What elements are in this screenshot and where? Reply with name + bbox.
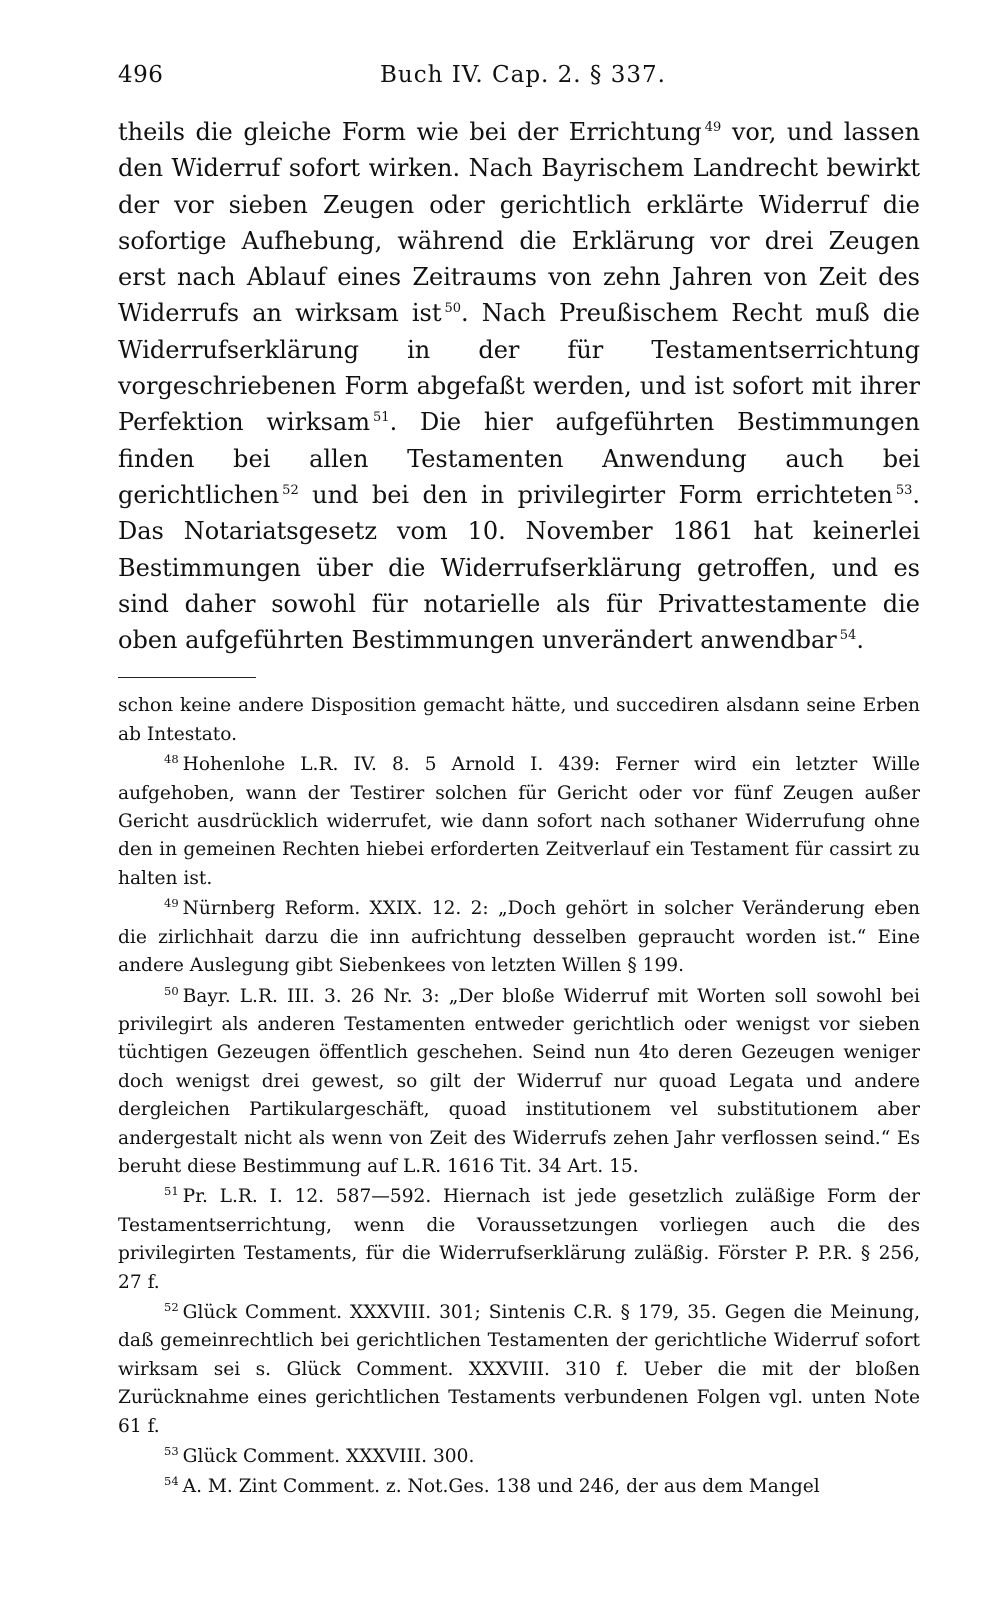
footnote-51	[118, 1183, 920, 1297]
footnote-number: 52	[164, 1299, 179, 1314]
footnote-53	[118, 1443, 920, 1471]
footnote-text: Nürnberg Reform. XXIX. 12. 2: „Doch gehört in solcher Veränderung eben die zirlichhait darzu die inn aufrichtung desselben gepraucht worden ist.“ Eine andere Auslegung gibt Siebenkees von letzten Willen § 199.	[118, 898, 920, 977]
footnote-number: 53	[164, 1444, 179, 1459]
footnote-reference: 49	[704, 120, 722, 135]
page-number: 496	[118, 62, 164, 88]
footnote-number: 49	[164, 896, 179, 911]
footnote-text: Hohenlohe L.R. IV. 8. 5 Arnold I. 439: Ferner wird ein letzter Wille aufgehoben, wann der Testirer solchen für Gericht oder vor fünf Zeugen außer Gericht ausdrücklich widerrufet, wie dann sofort nach sothaner Widerrufung ohne den in gemeinen Rechten hiebei erforderten Zeitverlauf ein Testament für cassirt zu halten ist.	[118, 754, 920, 889]
footnote-reference: 51	[373, 410, 390, 426]
footnote-text: Bayr. L.R. III. 3. 26 Nr. 3: „Der bloße Widerruf mit Worten soll sowohl bei privilegirt als anderen Testamenten entweder gerichtlich oder wenigst vor sieben tüchtigen Gezeugen öffentlich geschehen. Seind nun 4to deren Gezeugen weniger doch wenigst drei gewest, so gilt der Widerruf nur quoad Legata und andere dergleichen Partikulargeschäft, quoad institutionem vel substitutionem aber andergestalt nicht als wenn von Zeit des Widerrufs zehen Jahr verflossen seind.“ Es beruht diese Bestimmung auf L.R. 1616 Tit. 34 Art. 15.	[118, 985, 920, 1177]
main-paragraph	[118, 114, 920, 658]
footnote-text: Pr. L.R. I. 12. 587—592. Hiernach ist jede gesetzlich zuläßige Form der Testamentserrichtung, wenn die Voraussetzungen vorliegen auch die des privilegirten Testaments, für die Widerrufserklärung zuläßig. Förster P. P.R. § 256, 27 f.	[118, 1186, 920, 1293]
footnotes-section	[118, 692, 920, 1501]
footnote-49	[118, 895, 920, 980]
footnote-48	[118, 751, 920, 893]
body-text-segment: . Die hier aufgeführten Bestimmungen finden bei allen Testamenten Anwendung auch bei gerichtlichen	[118, 408, 920, 509]
body-text-segment: theils die gleiche Form wie bei der Errichtung	[118, 118, 702, 146]
footnote-number: 50	[164, 983, 179, 998]
footnote-reference: 53	[895, 482, 913, 498]
footnote-50	[118, 983, 920, 1182]
page-header	[118, 56, 920, 96]
footnote-text: A. M. Zint Comment. z. Not.Ges. 138 und 246, der aus dem Mangel	[182, 1476, 820, 1498]
footnote-number: 48	[164, 752, 179, 767]
footnote-reference: 54	[839, 628, 857, 644]
body-text-segment: . Nach Preußischem Recht muß die Widerrufserklärung in der für Testamentserrichtung vorgeschriebenen Form abgefaßt werden, und ist sofort mit ihrer Perfektion wirksam	[118, 299, 920, 437]
footnote-text: Glück Comment. XXXVIII. 301; Sintenis C.R. § 179, 35. Gegen die Meinung, daß gemeinrechtlich bei gerichtlichen Testamenten der gerichtliche Widerruf sofort wirksam sei s. Glück Comment. XXXVIII. 310 f. Ueber die mit der bloßen Zurücknahme eines gerichtlichen Testaments verbundenen Folgen vgl. unten Note 61 f.	[118, 1301, 920, 1437]
footnote-54	[118, 1473, 920, 1501]
footnote-divider	[118, 677, 256, 678]
footnote-number: 51	[164, 1184, 179, 1199]
body-text-segment: .	[856, 626, 864, 655]
body-text-segment: vor, und lassen den Widerruf sofort wirken. Nach Bayrischem Landrecht bewirkt der vor sieben Zeugen oder gerichtlich erklärte Widerruf die sofortige Aufhebung, während die Erklärung vor drei Zeugen erst nach Ablauf eines Zeitraums von zehn Jahren von Zeit des Widerrufs an wirksam ist	[118, 118, 920, 328]
running-head: Buch IV. Cap. 2. § 337.	[380, 62, 666, 88]
footnote-reference: 52	[282, 482, 299, 498]
footnote-continuation: schon keine andere Disposition gemacht hätte, und succediren alsdann seine Erben ab Intestato.	[118, 695, 920, 745]
body-text-segment: und bei den in privilegirter Form errichteten	[298, 480, 893, 509]
footnote-reference: 50	[444, 301, 462, 317]
footnote-text: Glück Comment. XXXVIII. 300.	[182, 1446, 475, 1468]
book-page	[118, 56, 920, 1504]
footnote-number: 54	[164, 1474, 179, 1489]
body-text-segment: . Das Notariatsgesetz vom 10. November 1861 hat keinerlei Bestimmungen über die Widerrufserklärung getroffen, und es sind daher sowohl für notarielle als für Privattestamente die oben aufgeführten Bestimmungen unverändert anwendbar	[118, 480, 920, 655]
footnote-52	[118, 1299, 920, 1441]
